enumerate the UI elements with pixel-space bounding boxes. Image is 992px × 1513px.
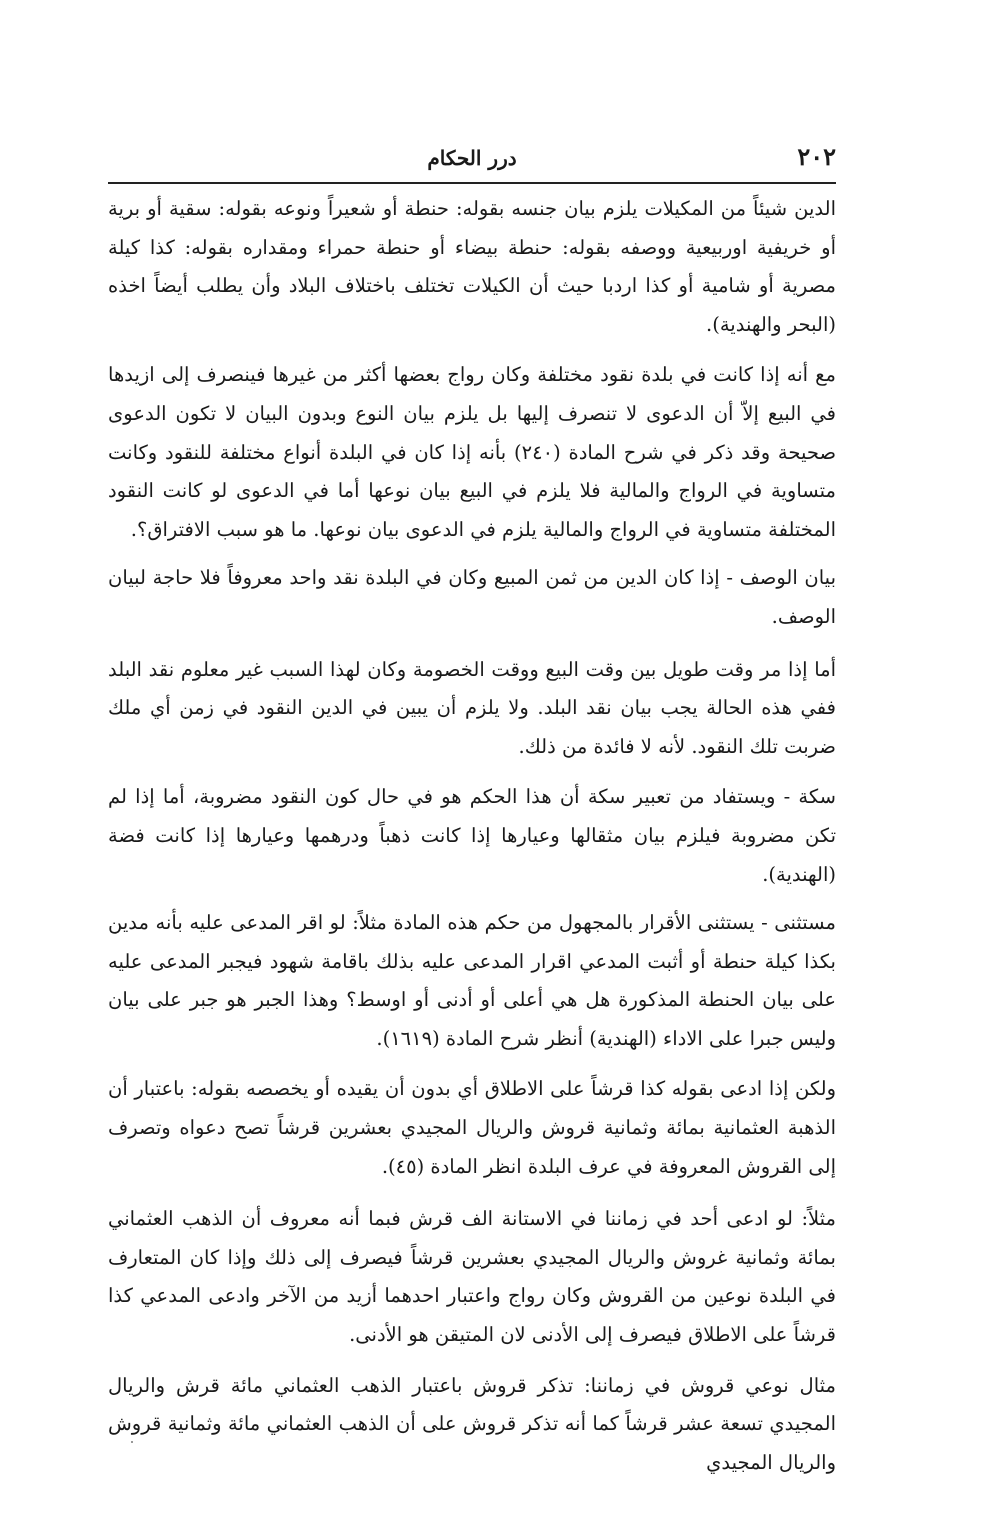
paragraph: مثلاً: لو ادعى أحد في زماننا في الاستانة الف قرش فبما أنه معروف أن الذهب العثماني بمائة وثمانية غروش والريال المجيدي بعشرين قرشاً فيصرف إلى ذلك وإذا كان المتعارف في البلدة نوعين من القروش وكان رواج واعتبار احدهما أزيد من الآخر وادعى المدعي كذا قرشاً على الاطلاق فيصرف إلى الأدنى لان المتيقن هو الأدنى. xyxy=(108,1207,836,1347)
header-divider xyxy=(108,182,836,184)
page-number: ٢٠٢ xyxy=(797,142,836,171)
paragraph: بيان الوصف - إذا كان الدين من ثمن المبيع وكان في البلدة نقد واحد معروفاً فلا حاجة لبيان الوصف. xyxy=(108,566,836,628)
paragraph: مثال نوعي قروش في زماننا: تذكر قروش باعتبار الذهب العثماني مائة قرش والريال المجيدي تسعة عشر قرشاً كما أنه تذكر قروش على أن الذهب العثماني مائة وثمانية قروش والريال المجيدي xyxy=(108,1373,836,1474)
paragraph: الدين شيئاً من المكيلات يلزم بيان جنسه بقوله: حنطة أو شعيراً ونوعه بقوله: سقية أو برية أو خريفية اوربيعية ووصفه بقوله: حنطة بيضاء أو حنطة حمراء ومقداره بقوله: كذا كيلة مصرية أو شامية أو كذا اردبا حيث أن الكيلات تختلف باختلاف البلاد وأن يطلب أيضاً اخذه (البحر والهندية). xyxy=(108,197,836,336)
paragraph: ولكن إذا ادعى بقوله كذا قرشاً على الاطلاق أي بدون أن يقيده أو يخصصه بقوله: باعتبار أن الذهبة العثمانية بمائة وثمانية قروش والريال المجيدي بعشرين قرشاً تصح دعواه وتصرف إلى القروش المعروفة في عرف البلدة انظر المادة (٤٥). xyxy=(108,1077,836,1178)
paragraph: مع أنه إذا كانت في بلدة نقود مختلفة وكان رواج بعضها أكثر من غيرها فينصرف إلى ازيدها في البيع إلاّ أن الدعوى لا تنصرف إليها بل يلزم بيان النوع وبدون البيان لا تكون الدعوى صحيحة وقد ذكر في شرح المادة (٢٤٠) بأنه إذا كان في البلدة أنواع مختلفة للنقود وكانت متساوية في الرواج والمالية فلا يلزم في البيع بيان نوعها أما في الدعوى لو كانت النقود المختلفة متساوية في الرواج والمالية يلزم في الدعوى بيان نوعها. ما هو سبب الافتراق؟. xyxy=(108,363,837,541)
running-title: درر الحكام xyxy=(427,146,517,170)
paragraph: سكة - ويستفاد من تعبير سكة أن هذا الحكم هو في حال كون النقود مضروبة، أما إذا لم تكن مضروبة فيلزم بيان مثقالها وعيارها إذا كانت ذهباً ودرهمها وعيارها إذا كانت فضة (الهندية). xyxy=(108,785,836,886)
paragraph: مستثنى - يستثنى الأقرار بالمجهول من حكم هذه المادة مثلاً: لو اقر المدعى عليه بأنه مدين بكذا كيلة حنطة أو أثبت المدعي اقرار المدعى عليه بذلك باقامة شهود فيجبر المدعى عليه على بيان الحنطة المذكورة هل هي أعلى أو أدنى أو اوسط؟ وهذا الجبر هو جبر على بيان وليس جبرا على الاداء (الهندية) أنظر شرح المادة (١٦١٩). xyxy=(108,911,836,1050)
scan-speck xyxy=(131,1441,133,1443)
body-text xyxy=(108,190,836,1482)
paragraph: أما إذا مر وقت طويل بين وقت البيع ووقت الخصومة وكان لهذا السبب غير معلوم نقد البلد ففي هذه الحالة يجب بيان نقد البلد. ولا يلزم أن يبين في الدين النقود في زمن أي ملك ضربت تلك النقود. لأنه لا فائدة من ذلك. xyxy=(108,657,836,758)
page-header xyxy=(108,140,836,176)
